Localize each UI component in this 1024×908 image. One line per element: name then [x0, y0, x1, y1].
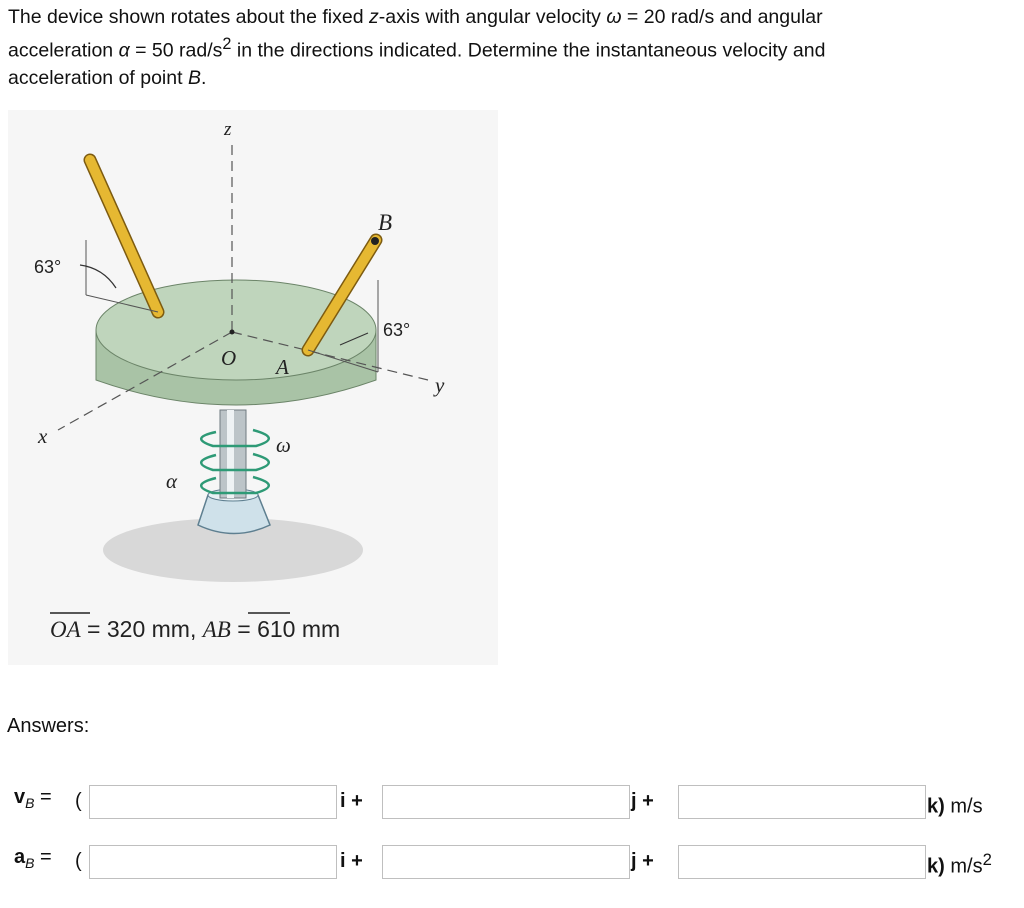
point-A-label: A — [276, 355, 289, 379]
y-axis-label: y — [435, 373, 445, 397]
omega-label: ω — [276, 433, 291, 457]
z-axis-label: z — [224, 119, 232, 140]
answers-label: Answers: — [7, 715, 90, 737]
point-B — [371, 237, 379, 245]
acceleration-answer-row: $a_B$ = ( i + j + k) $m/s^2$ — [14, 846, 992, 878]
aB-i-input[interactable] — [89, 845, 337, 879]
figure-caption: OA = 320 mm, AB = 610 mm — [50, 616, 341, 642]
point-O-label: O — [221, 346, 237, 370]
device-figure — [8, 110, 498, 665]
angle-left-label: 63° — [34, 257, 62, 277]
acceleration-label: $a_B$ = — [14, 846, 52, 871]
x-axis-label: x — [38, 424, 48, 448]
alpha-label: α — [166, 469, 178, 493]
velocity-answer-row: $v_B$ = ( i + j + k) m/s — [14, 786, 983, 818]
point-B-label: B — [378, 210, 393, 235]
vB-k-input[interactable] — [678, 785, 926, 819]
point-O — [230, 330, 235, 335]
vB-i-input[interactable] — [89, 785, 337, 819]
problem-statement: The device shown rotates about the fixed z-axis with angular velocity ω = 20 rad/s and angular acceleration α = 50 rad/$s^2$ in the directions indicated. Determine the instantaneous velocity and acceleration of point B. — [8, 6, 826, 89]
vB-j-input[interactable] — [382, 785, 630, 819]
aB-j-input[interactable] — [382, 845, 630, 879]
device-diagram — [8, 110, 498, 665]
aB-k-input[interactable] — [678, 845, 926, 879]
velocity-label: $v_B$ = — [14, 786, 52, 811]
angle-right-label: 63° — [383, 320, 411, 340]
